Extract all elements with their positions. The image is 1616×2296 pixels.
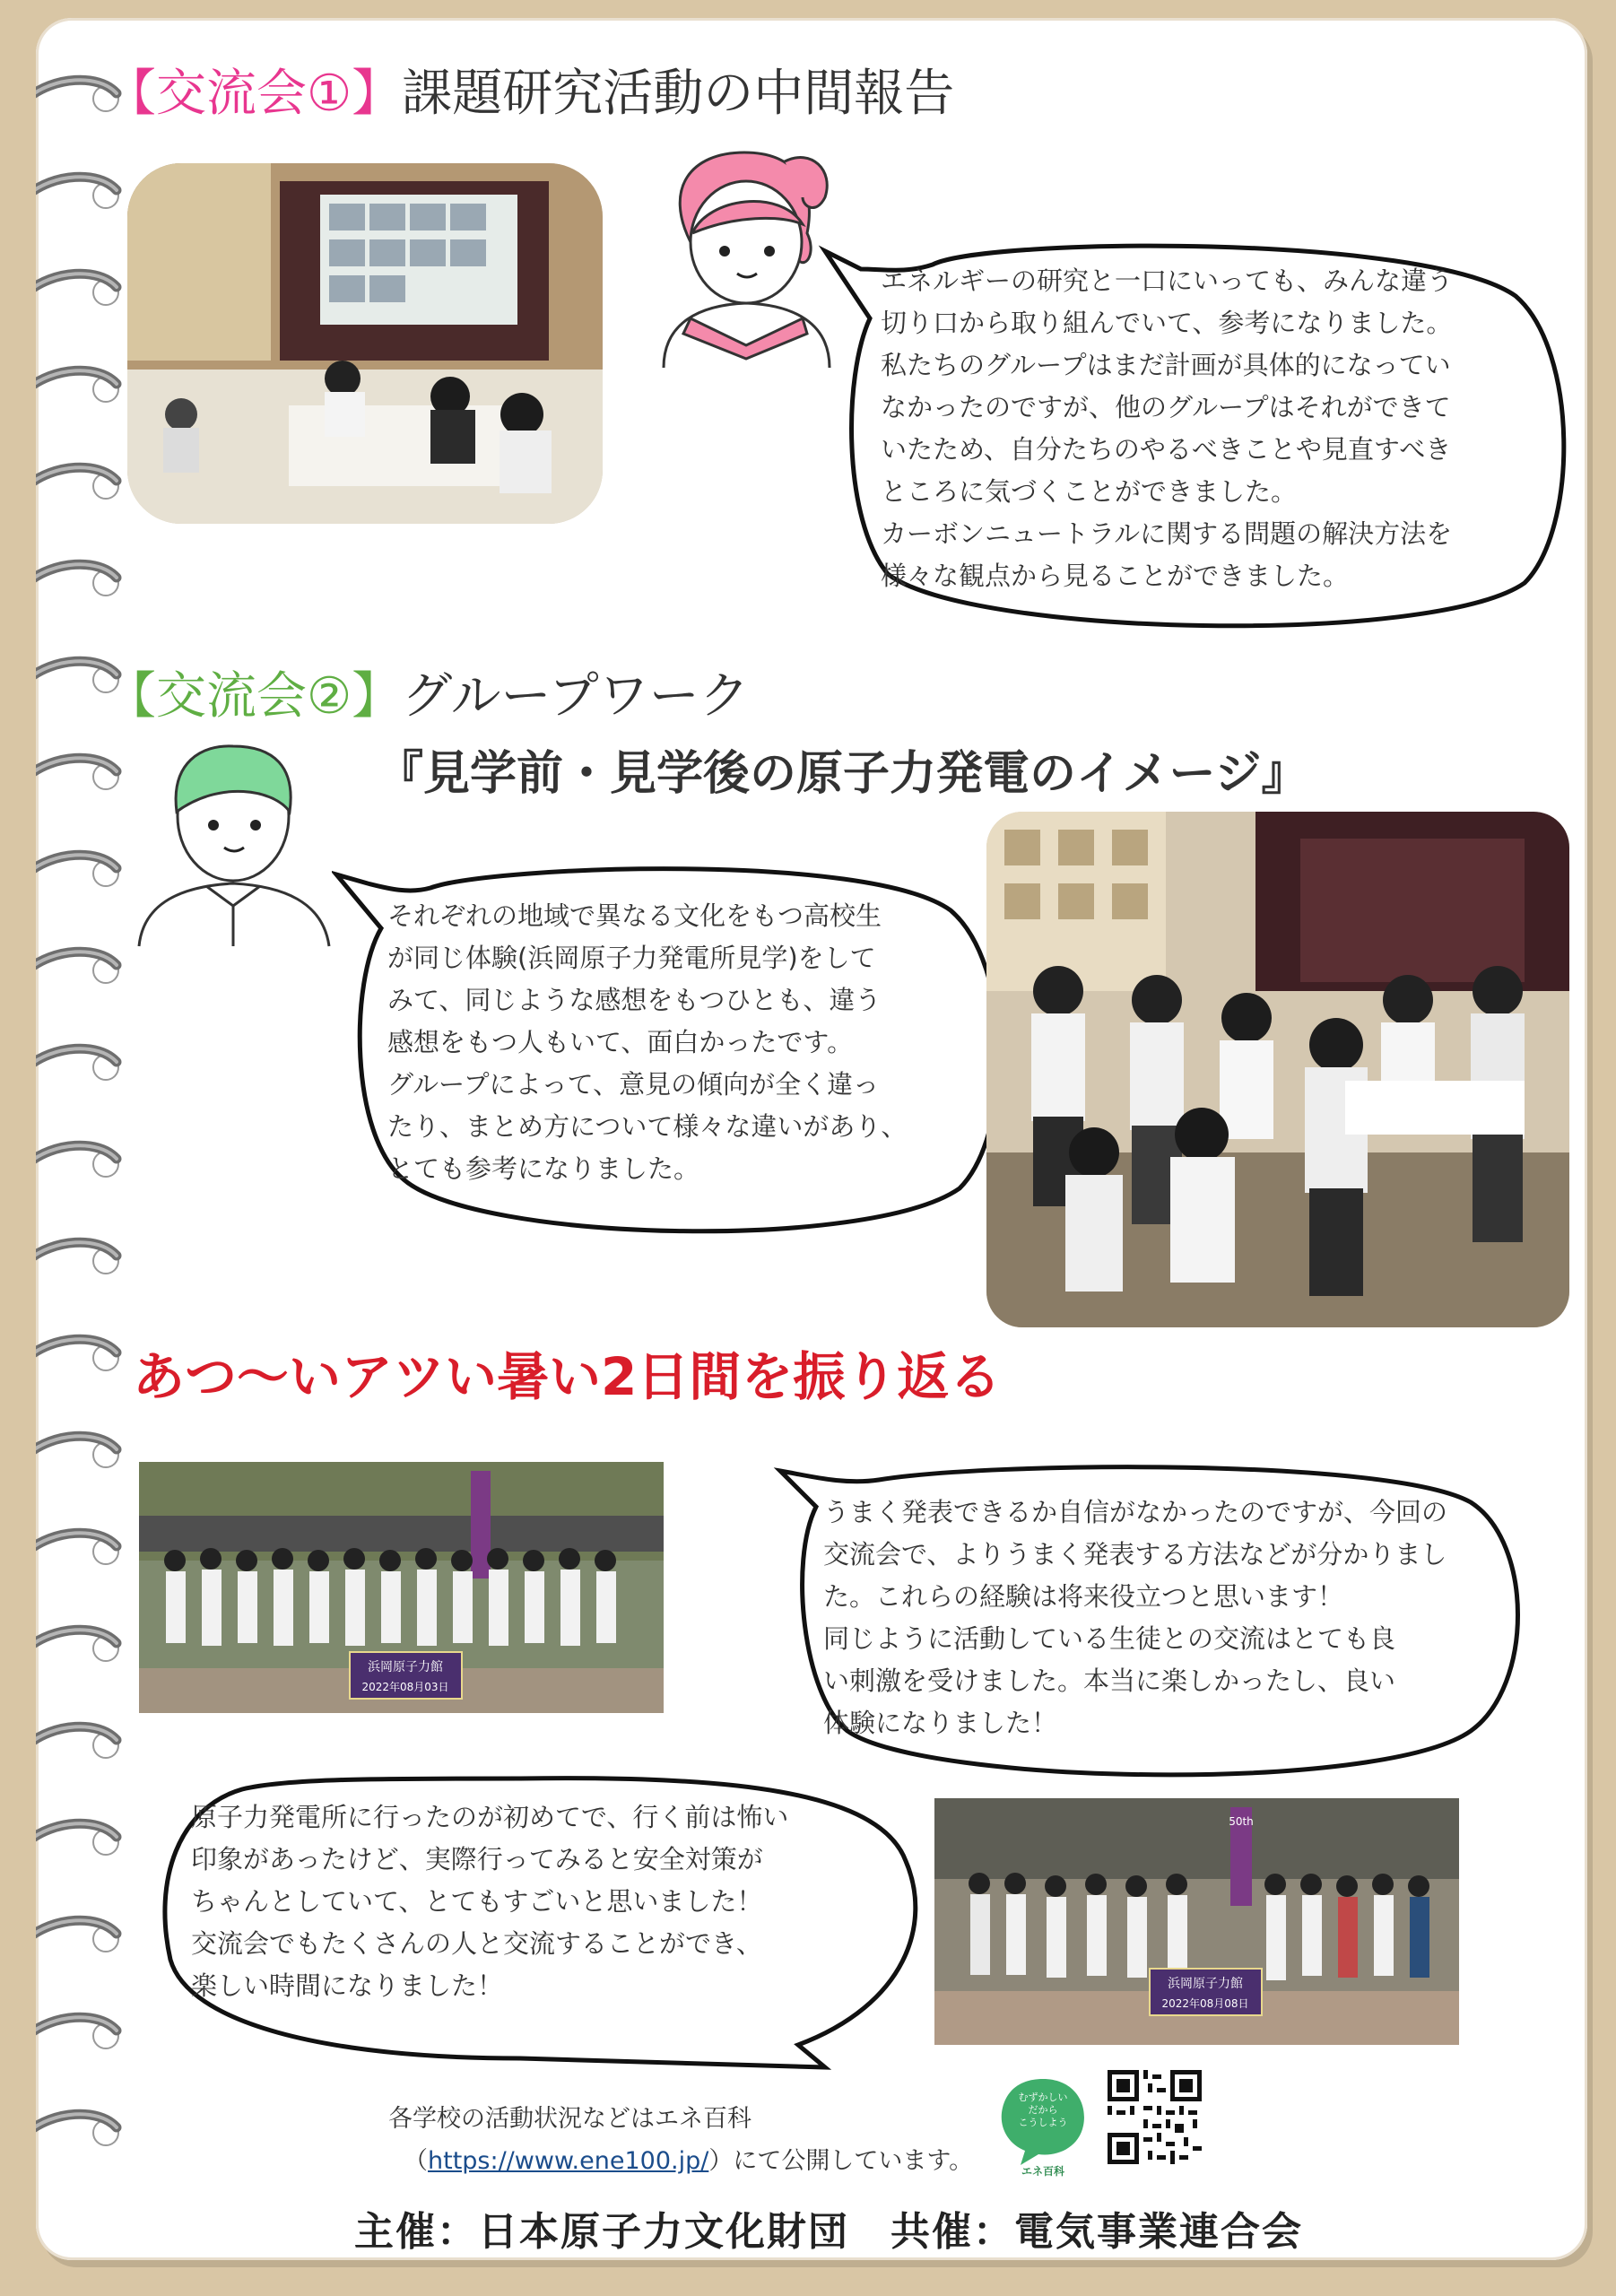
binder-ring	[36, 362, 135, 413]
section2-heading	[106, 657, 750, 728]
ene100-logo	[994, 2072, 1092, 2179]
binder-ring	[36, 1912, 135, 1962]
group-photo-2	[934, 1798, 1459, 2045]
binder-ring	[36, 944, 135, 994]
section2-bracket: 【交流会②】	[106, 667, 403, 726]
binder-ring	[36, 265, 135, 316]
group-photo-1	[139, 1462, 664, 1713]
binder-ring	[36, 169, 135, 219]
group-work-photo	[986, 812, 1569, 1327]
binder-ring	[36, 1622, 135, 1672]
banner-badge: 50th	[1229, 1815, 1254, 1828]
binder-ring	[36, 1525, 135, 1575]
photo2-date: 2022年08月08日	[1161, 1997, 1249, 2010]
meeting-photo	[127, 163, 603, 524]
section3-heading: あつ～いアツい暑い2日間を振り返る	[133, 1346, 1002, 1407]
section2-title: グループワーク	[402, 667, 750, 726]
section2-subtitle: 『見学前・見学後の原子力発電のイメージ』	[377, 747, 1308, 801]
binder-ring	[36, 1815, 135, 1866]
comment-4: 原子力発電所に行ったのが初めてで、行く前は怖い 印象があったけど、実際行ってみると安全対策が ちゃんとしていて、とてもすごいと思いました！ 交流会でもたくさんの人と交流することができ、 楽しい時間になりました！	[191, 1802, 789, 2001]
comment-2: それぞれの地域で異なる文化をもつ高校生 が同じ体験(浜岡原子力発電所見学)をして みて、同じような感想をもつひとも、違う 感想をもつ人もいて、面白かったです。 グループによって、意見の傾向が全く違っ たり、まとめ方について様々な違いがあり、 とても参考になりました。	[387, 900, 908, 1184]
comment-1: エネルギーの研究と一口にいっても、みんな違う 切り口から取り組んでいて、参考になりました。 私たちのグループはまだ計画が具体的になってい なかったのですが、他のグループはそれができて いたため、自分たちのやるべきことや見直すべき ところに気づくことができました。 カーボンニュートラルに関する問題の解決方法を 様々な観点から見ることができました。	[881, 265, 1454, 591]
logo-name: エネ百科	[1021, 2165, 1064, 2178]
comment-3: うまく発表できるか自信がなかったのですが、今回の 交流会で、よりうまく発表する方法などが分かりまし た。これらの経験は将来役立つと思います！ 同じように活動している生徒との交流はとても良 い刺激を受けました。本当に楽しかったし、良い 体験になりました！	[823, 1497, 1448, 1738]
notebook-page	[36, 18, 1587, 2260]
binder-ring	[36, 1234, 135, 1284]
binder-ring	[36, 1040, 135, 1091]
binder-ring	[36, 556, 135, 606]
binder-ring	[36, 1137, 135, 1187]
info-paren-open: （	[404, 2147, 428, 2175]
organizers: 主催：日本原子力文化財団 共催：電気事業連合会	[354, 2209, 1303, 2255]
info-line-1: 各学校の活動状況などはエネ百科	[388, 2105, 752, 2133]
photo2-sign: 浜岡原子力館	[1168, 1977, 1243, 1991]
logo-text: むずかしい だから こうしよう	[1018, 2092, 1068, 2128]
binder-ring	[36, 1428, 135, 1478]
binder-ring	[36, 1331, 135, 1381]
photo1-sign: 浜岡原子力館	[368, 1660, 443, 1674]
binder-ring	[36, 1718, 135, 1769]
section1-heading	[106, 54, 954, 126]
binder-ring	[36, 750, 135, 800]
section1-title: 課題研究活動の中間報告	[402, 65, 955, 123]
info-line-2-rest: ）にて公開しています。	[708, 2147, 974, 2175]
qr-code[interactable]	[1108, 2070, 1202, 2164]
photo1-date: 2022年08月03日	[361, 1681, 449, 1693]
boy-illustration	[130, 726, 336, 951]
binder-ring	[36, 847, 135, 897]
ene100-link[interactable]: https://www.ene100.jp/	[428, 2147, 709, 2175]
section1-bracket: 【交流会①】	[106, 65, 403, 123]
binder-ring	[36, 2106, 135, 2156]
binder-ring	[36, 459, 135, 509]
info-line-2	[404, 2141, 973, 2176]
binder-ring	[36, 2009, 135, 2059]
